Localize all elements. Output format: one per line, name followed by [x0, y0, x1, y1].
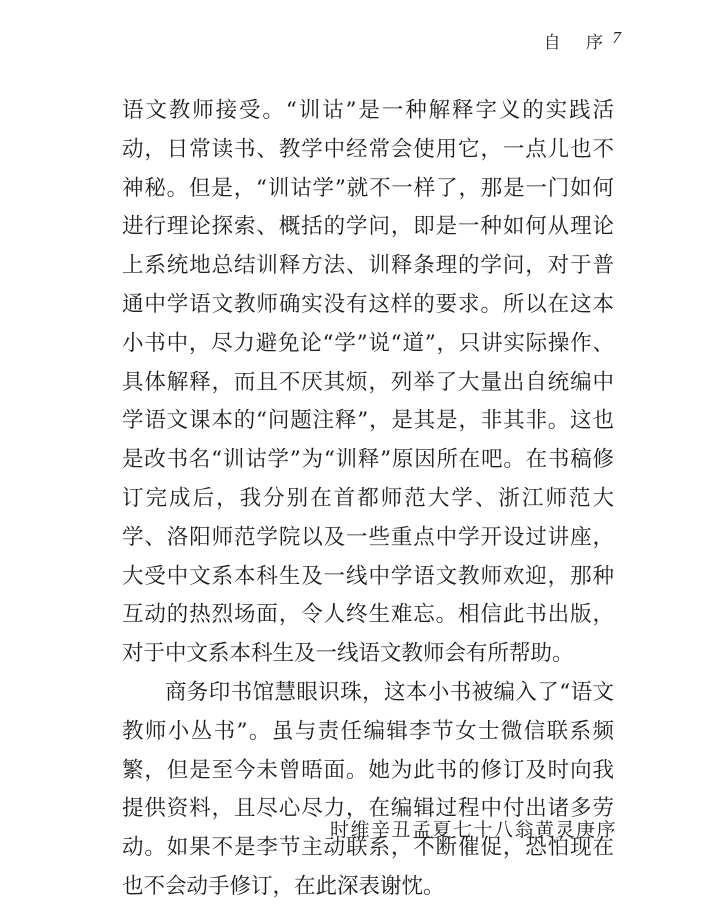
paragraph-continuation: 语文教师接受。“训诂”是一种解释字义的实践活动，日常读书、教学中经常会使用它，一点儿也不神秘。但是，“训诂学”就不一样了，那是一门如何进行理论探索、概括的学问，即是一种如何从理论上系统地总结训释方法、训释条理的学问，对于普通中学语文教师确实没有这样的要求。所以在这本小书中，尽力避免论“学”说“道”，只讲实际操作、具体解释，而且不厌其烦，列举了大量出自统编中学语文课本的“问题注释”，是其是，非其非。这也是改书名“训诂学”为“训释”原因所在吧。在书稿修订完成后，我分别在首都师范大学、浙江师范大学、洛阳师范学院以及一些重点中学开设过讲座，大受中文系本科生及一线中学语文教师欢迎，那种互动的热烈场面，令人终生难忘。相信此书出版，对于中文系本科生及一线语文教师会有所帮助。 [122, 98, 614, 667]
paragraph-acknowledgement: 商务印书馆慧眼识珠，这本小书被编入了“语文教师小丛书”。虽与责任编辑李节女士微信联系频繁，但是至今未曾晤面。她为此书的修订及时向我提供资料，且尽心尽力，在编辑过程中付出诸多劳动。如果不是李节主动联系，不断催促，恐怕现在也不会动手修订，在此深表谢忱。 [122, 679, 614, 899]
body-text [122, 92, 614, 907]
running-head: 自 序 [543, 33, 613, 53]
preface-signature: 时维辛丑孟夏七十八翁黄灵庚序 [329, 819, 617, 841]
page-number: 7 [612, 28, 621, 47]
